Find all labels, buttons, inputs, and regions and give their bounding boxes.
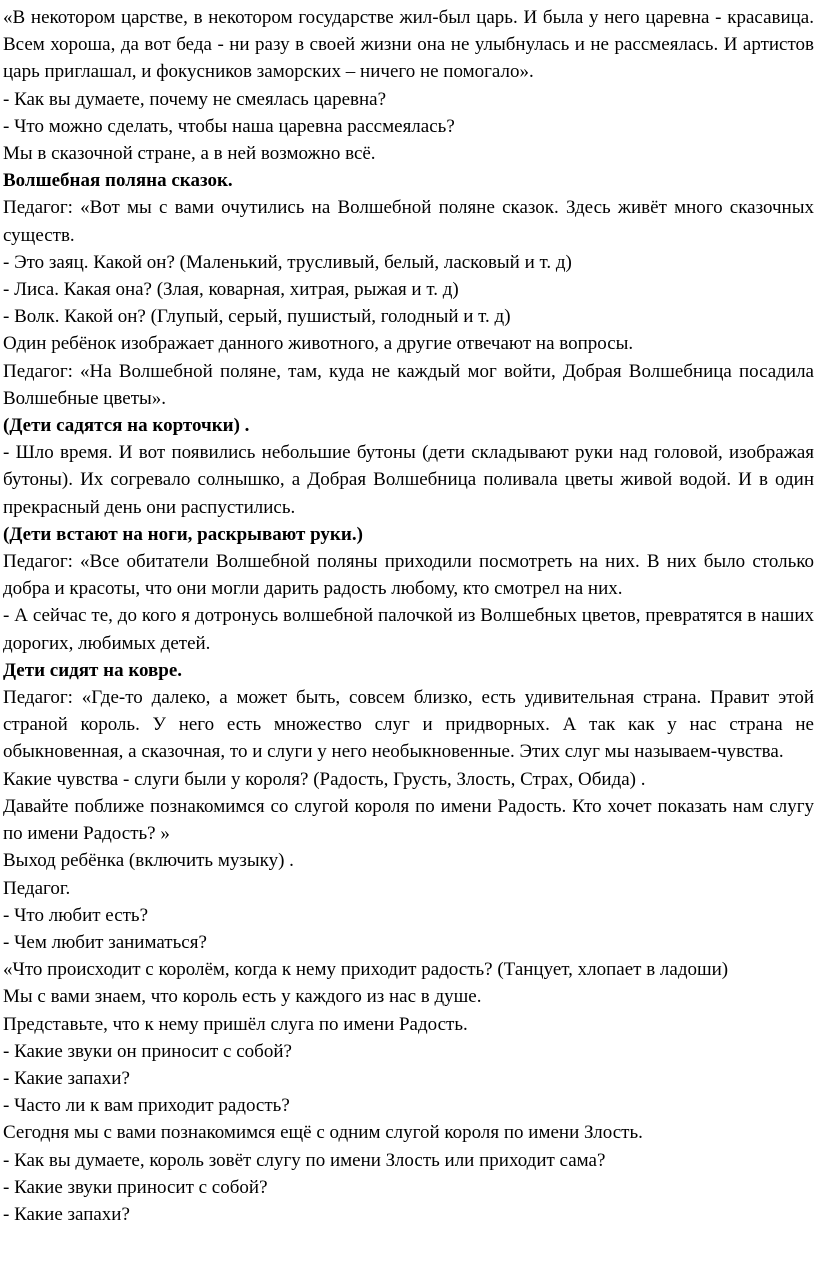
paragraph-teacher-label: Педагог. xyxy=(3,877,71,899)
paragraph-imagine-joy: Представьте, что к нему пришёл слуга по имени Радость. xyxy=(3,1013,468,1035)
instruction-children-stand: (Дети встают на ноги, раскрывают руки.) xyxy=(3,523,363,545)
paragraph-meet-joy: Давайте поближе познакомимся со слугой короля по имени Радость. Кто хочет показать нам слугу по имени Радость? » xyxy=(3,795,814,845)
paragraph-magic-wand: - А сейчас те, до кого я дотронусь волшебной палочкой из Волшебных цветов, превратятся в наших дорогих, любимых детей. xyxy=(3,605,814,654)
paragraph-teacher-flowers: Педагог: «На Волшебной поляне, там, куда не каждый мог войти, Добрая Волшебница посадила Волшебные цветы». xyxy=(3,360,814,409)
item-hare: - Это заяц. Какой он? (Маленький, трусливый, белый, ласковый и т. д) xyxy=(3,251,572,273)
question-joy-smells: - Какие запахи? xyxy=(3,1067,130,1089)
question-anger-sounds: - Какие звуки приносит с собой? xyxy=(3,1176,268,1198)
question-why-not-laugh: - Как вы думаете, почему не смеялась царевна? xyxy=(3,88,387,110)
question-likes-to-eat: - Что любит есть? xyxy=(3,904,149,926)
paragraph-buds: - Шло время. И вот появились небольшие бутоны (дети складывают руки над головой, изображая бутоны). Их согревало солнышко, а Добрая Волшебница поливала цветы живой водой. И в один прекрасный день они распустились. xyxy=(3,442,814,518)
question-likes-to-do: - Чем любит заниматься? xyxy=(3,931,207,953)
question-anger-comes: - Как вы думаете, король зовёт слугу по имени Злость или приходит сама? xyxy=(3,1149,606,1171)
paragraph-teacher-meadow: Педагог: «Вот мы с вами очутились на Волшебной поляне сказок. Здесь живёт много сказочных существ. xyxy=(3,197,814,246)
question-what-to-do: - Что можно сделать, чтобы наша царевна рассмеялась? xyxy=(3,115,455,137)
instruction-children-squat: (Дети садятся на корточки) . xyxy=(3,415,250,437)
paragraph-intro-tale: «В некотором царстве, в некотором государстве жил-был царь. И была у него царевна - красавица. Всем хороша, да вот беда - ни разу в своей жизни она не улыбнулась и не рассмеялась. И артистов царь приглашал, и фокусников заморских – ничего не помогало». xyxy=(3,7,814,83)
question-joy-sounds: - Какие звуки он приносит с собой? xyxy=(3,1040,292,1062)
paragraph-fairy-land: Мы в сказочной стране, а в ней возможно всё. xyxy=(3,143,376,165)
item-wolf: - Волк. Какой он? (Глупый, серый, пушистый, голодный и т. д) xyxy=(3,306,511,328)
item-fox: - Лиса. Какая она? (Злая, коварная, хитрая, рыжая и т. д) xyxy=(3,279,459,301)
question-anger-smells: - Какие запахи? xyxy=(3,1203,130,1225)
paragraph-child-exit-music: Выход ребёнка (включить музыку) . xyxy=(3,850,294,872)
question-joy-often: - Часто ли к вам приходит радость? xyxy=(3,1095,290,1117)
paragraph-meet-anger: Сегодня мы с вами познакомимся ещё с одним слугой короля по имени Злость. xyxy=(3,1122,643,1144)
paragraph-child-plays-animal: Один ребёнок изображает данного животного, а другие отвечают на вопросы. xyxy=(3,333,634,355)
paragraph-feelings-servants: Какие чувства - слуги были у короля? (Радость, Грусть, Злость, Страх, Обида) . xyxy=(3,768,646,790)
paragraph-teacher-inhabitants: Педагог: «Все обитатели Волшебной поляны приходили посмотреть на них. В них было столько добра и красоты, что они могли дарить радость любому, кто смотрел на них. xyxy=(3,551,814,600)
paragraph-king-in-soul: Мы с вами знаем, что король есть у каждого из нас в душе. xyxy=(3,986,482,1008)
question-king-joy: «Что происходит с королём, когда к нему приходит радость? (Танцует, хлопает в ладоши) xyxy=(3,959,729,981)
paragraph-teacher-kingdom: Педагог: «Где-то далеко, а может быть, совсем близко, есть удивительная страна. Правит этой страной король. У него есть множество слуг и придворных. А так как у нас страна не обыкновенная, а сказочная, то и слуги у него необыкновенные. Этих слуг мы называем-чувства. xyxy=(3,687,814,763)
heading-children-on-carpet: Дети сидят на ковре. xyxy=(3,659,183,681)
heading-magic-meadow: Волшебная поляна сказок. xyxy=(3,170,233,192)
